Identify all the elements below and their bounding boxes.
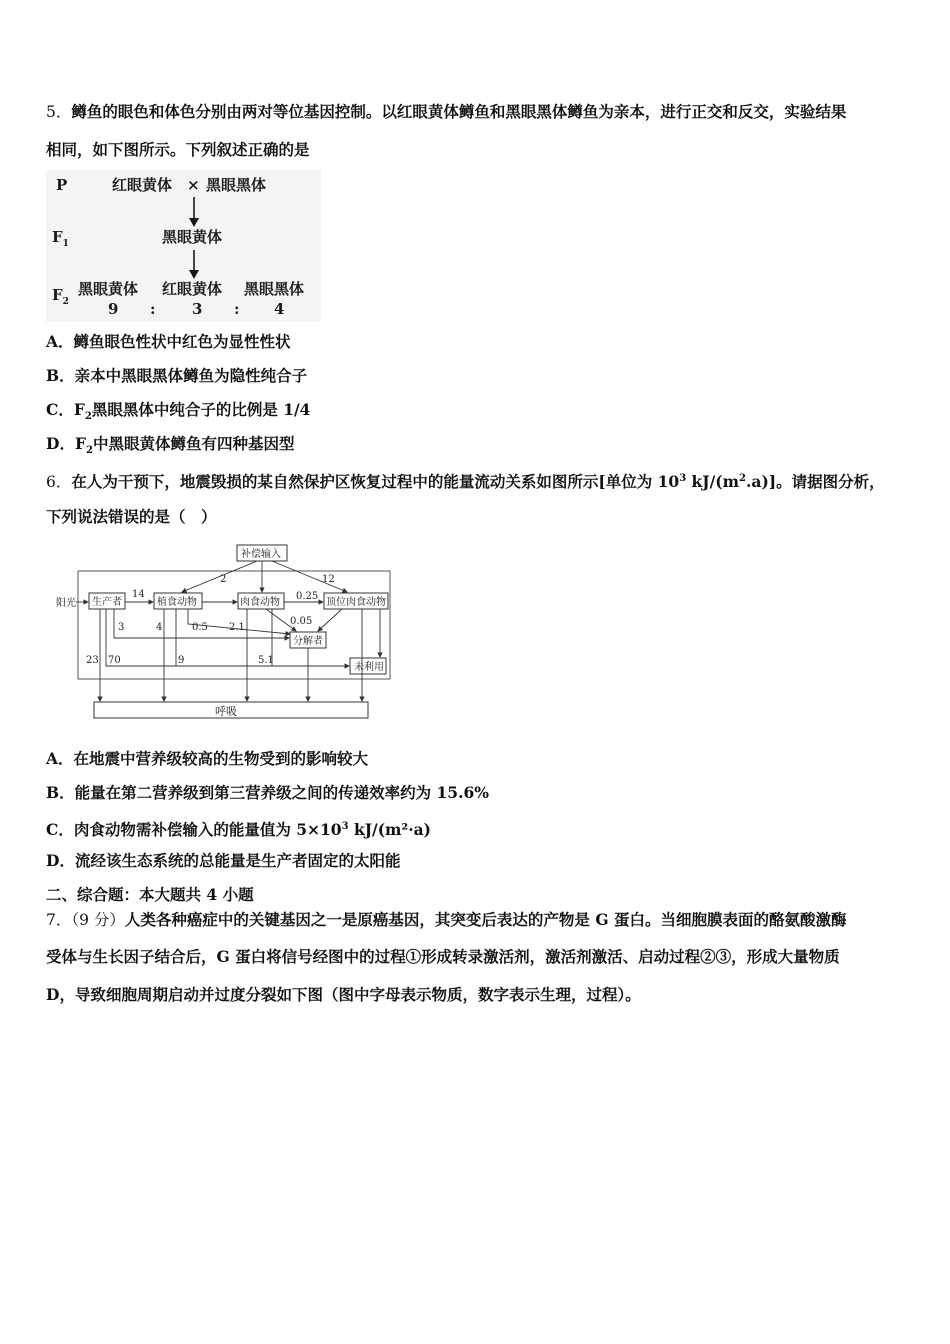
q7-line1 xyxy=(46,910,846,930)
f2-item-1: 黑眼黄体 xyxy=(78,280,139,298)
q6-option-c-post: kJ/(m²·a) xyxy=(348,820,431,840)
q5-option-a-label: A． xyxy=(46,332,74,351)
q6-stem-post: .a)]。请据图分析， xyxy=(746,472,885,492)
section-heading: 二、综合题：本大题共 4 小题 xyxy=(46,885,254,904)
f2-sub: 2 xyxy=(62,297,69,307)
q6-option-b-text: 能量在第二营养级到第三营养级之间的传递效率约为 15.6% xyxy=(74,783,489,802)
val-prod-resp: 23 xyxy=(86,655,99,666)
producer-box: 生产者 xyxy=(92,597,122,608)
q6-stem-sup1: 3 xyxy=(679,473,687,484)
q6-option-a[interactable] xyxy=(46,749,368,769)
q7-score: （9 分） xyxy=(71,911,125,929)
ratio-sep-2: : xyxy=(234,300,240,318)
q6-stem-sup2: 2 xyxy=(739,473,746,484)
q7-line2: 受体与生长因子结合后，G 蛋白将信号经图中的过程①形成转录激活剂，激活剂激活、启动过程②③，形成大量物质 xyxy=(46,947,840,966)
val-herb-resp: 4 xyxy=(156,622,163,633)
val-carn-dec: 0.05 xyxy=(290,616,313,627)
val-carn-unused: 5.1 xyxy=(258,655,274,666)
f2-item-3: 黑眼黑体 xyxy=(244,280,305,298)
q5-stem-1: 鳟鱼的眼色和体色分别由两对等位基因控制。以红眼黄体鳟鱼和黑眼黑体鳟鱼为亲本，进行正交和反交，实验结果 xyxy=(71,102,847,121)
q6-line1 xyxy=(46,469,885,492)
q5-line2: 相同，如下图所示。下列叙述正确的是 xyxy=(46,140,310,159)
q6-option-d-label: D． xyxy=(46,851,75,870)
carnivore-box: 肉食动物 xyxy=(240,597,280,608)
val-prod-herb: 14 xyxy=(132,589,145,600)
ratio-3: 4 xyxy=(274,300,285,318)
q6-energy-flow-diagram xyxy=(52,544,396,722)
val-herb-unused: 9 xyxy=(178,655,185,666)
q5-number: 5． xyxy=(46,103,72,121)
val-prod-dec: 3 xyxy=(118,622,125,633)
parent2: 黑眼黑体 xyxy=(206,176,267,194)
q5-cross-diagram xyxy=(46,170,321,322)
q5-option-d-label: D． xyxy=(46,434,75,453)
f2-item-2: 红眼黄体 xyxy=(162,280,223,298)
q5-option-c-pre: F xyxy=(73,400,85,419)
respiration-box: 呼吸 xyxy=(215,705,237,718)
q5-option-c-sub: 2 xyxy=(84,411,92,423)
val-comp-top: 12 xyxy=(322,574,335,585)
q5-option-d[interactable] xyxy=(46,434,294,461)
p-label: P xyxy=(56,176,68,194)
q5-option-c-post: 黑眼黑体中纯合子的比例是 1/4 xyxy=(91,400,311,419)
f2-label: F xyxy=(52,286,63,304)
q6-option-a-text: 在地震中营养级较高的生物受到的影响较大 xyxy=(73,749,369,768)
q5-option-d-sub: 2 xyxy=(85,445,93,457)
q6-option-d-text: 流经该生态系统的总能量是生产者固定的太阳能 xyxy=(74,851,401,870)
q6-option-c[interactable] xyxy=(46,817,431,840)
q5-option-b-text: 亲本中黑眼黑体鳟鱼为隐性纯合子 xyxy=(74,366,308,385)
q5-option-c[interactable] xyxy=(46,400,310,427)
q5-option-c-label: C． xyxy=(46,400,74,419)
val-herb-dec: 0.5 xyxy=(192,622,208,633)
ratio-1: 9 xyxy=(108,300,119,318)
q6-option-d[interactable] xyxy=(46,851,400,871)
top-carnivore-box: 顶位肉食动物 xyxy=(326,597,386,608)
q6-option-c-label: C． xyxy=(46,820,74,840)
q5-option-a[interactable] xyxy=(46,332,291,352)
q6-option-b[interactable] xyxy=(46,783,489,803)
ratio-2: 3 xyxy=(192,300,203,318)
q5-option-b[interactable] xyxy=(46,366,307,386)
cross-sign: × xyxy=(187,176,200,194)
q6-stem-mid: kJ/(m xyxy=(686,472,740,492)
val-comp-herb: 2 xyxy=(220,574,227,585)
q6-option-b-label: B． xyxy=(46,783,75,802)
val-carn-top: 0.25 xyxy=(296,591,319,602)
q5-line1 xyxy=(46,102,846,122)
q5-option-d-pre: F xyxy=(74,434,86,453)
q5-option-d-post: 中黑眼黄体鳟鱼有四种基因型 xyxy=(92,434,295,453)
q5-option-b-label: B． xyxy=(46,366,75,385)
sunlight-label: 阳光 xyxy=(56,598,76,609)
ratio-sep-1: : xyxy=(150,300,156,318)
q5-option-a-text: 鳟鱼眼色性状中红色为显性性状 xyxy=(73,332,291,351)
q6-option-a-label: A． xyxy=(46,749,74,768)
decomposer-box: 分解者 xyxy=(293,636,323,647)
comp-input-box: 补偿输入 xyxy=(241,549,281,560)
f1-phenotype: 黑眼黄体 xyxy=(162,228,223,246)
val-prod-unused: 70 xyxy=(108,655,121,666)
f1-sub: 1 xyxy=(62,239,69,249)
f1-label: F xyxy=(52,228,63,246)
q7-number: 7． xyxy=(46,911,72,929)
q6-line2: 下列说法错误的是（ ） xyxy=(46,507,217,526)
q6-option-c-sup: 3 xyxy=(341,821,349,832)
q6-number: 6． xyxy=(46,473,72,492)
q7-line3: D，导致细胞周期启动并过度分裂如下图（图中字母表示物质，数字表示生理，过程）。 xyxy=(46,985,641,1004)
parent1: 红眼黄体 xyxy=(112,176,173,194)
herbivore-box: 植食动物 xyxy=(157,597,197,608)
q6-stem-pre: 在人为干预下，地震毁损的某自然保护区恢复过程中的能量流动关系如图所示[单位为 10 xyxy=(71,472,680,492)
q7-stem-1: 人类各种癌症中的关键基因之一是原癌基因，其突变后表达的产物是 G 蛋白。当细胞膜表面的酪氨酸激酶 xyxy=(124,910,847,929)
val-carn-resp: 2.1 xyxy=(229,622,245,633)
q6-option-c-pre: 肉食动物需补偿输入的能量值为 5×10 xyxy=(73,820,342,840)
unused-box: 未利用 xyxy=(354,662,384,673)
